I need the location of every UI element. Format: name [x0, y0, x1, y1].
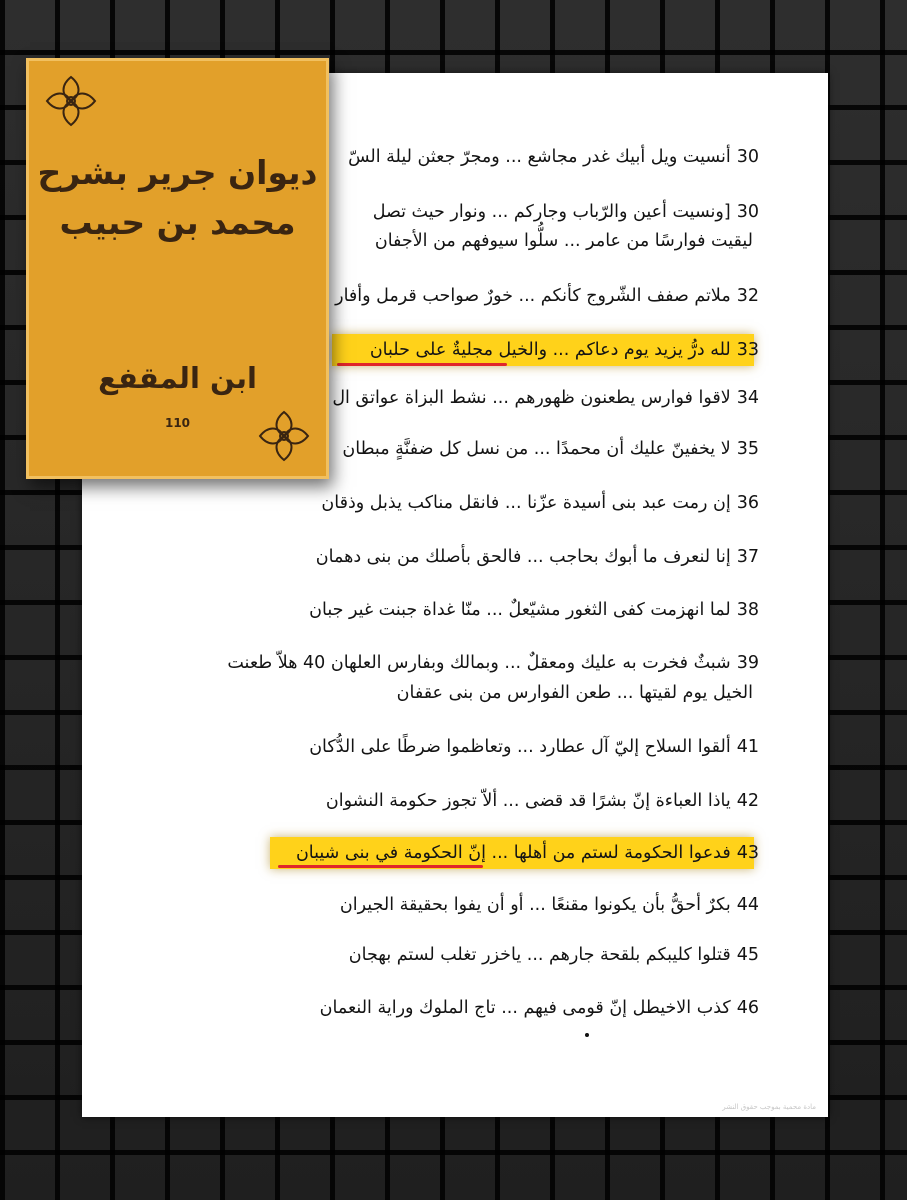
verse-number: 36: [736, 493, 759, 513]
book-cover: [26, 58, 329, 479]
verse-text: إنا لنعرف ما أبوك بحاجب ... فالحق بأصلك من بنى دهمان: [315, 547, 731, 567]
verse-line: [82, 596, 759, 624]
cover-author: ابن المقفع: [98, 361, 257, 395]
verse-text: بكرٌ أحقُّ بأن يكونوا مقنعًا ... أو أن يفوا بحقيقة الجيران: [339, 895, 731, 915]
verse-line: [82, 839, 759, 867]
verse-number: 39: [736, 653, 759, 673]
verse-line: [82, 787, 759, 815]
floral-ornament-icon: [252, 404, 316, 468]
verse-text: لا يخفينّ عليك أن محمدًا ... من نسل كل ضفنَّةٍ مبطان: [342, 439, 731, 459]
verse-number: 30: [736, 147, 759, 167]
verse-text: [ونسيت أعين والرّباب وجاركم ... ونوار حيث تصل: [372, 202, 731, 222]
red-underline: [278, 865, 483, 868]
verse-number: 45: [736, 945, 759, 965]
cover-title-line1: ديوان جرير بشرح: [37, 153, 318, 192]
verse-line: [82, 941, 759, 969]
verse-line: [82, 994, 759, 1022]
verse-number: 30: [736, 202, 759, 222]
verse-text: لاقوا فوارس يطعنون ظهورهم ... نشط البزاة عواتق ال: [332, 388, 731, 408]
end-dot: [585, 1033, 589, 1037]
verse-text: إن رمت عبد بنى أسيدة عزّنا ... فانقل مناكب يذبل وذقان: [321, 493, 731, 513]
verse-number: 46: [736, 998, 759, 1018]
verse-text: ألقوا السلاح إليّ آل عطارد ... وتعاظموا ضرطًا على الدُّكان: [309, 737, 731, 757]
verse-number: 41: [736, 737, 759, 757]
verse-line: [82, 733, 759, 761]
floral-ornament-icon: [39, 69, 103, 133]
verse-text: كذب الاخيطل إنّ قومى فيهم ... تاج الملوك وراية النعمان: [319, 998, 731, 1018]
cover-title-line2: محمد بن حبيب: [59, 203, 296, 242]
verse-text: فدعوا الحكومة لستم من أهلها ... إنّ الحكومة في بنى شيبان: [295, 843, 731, 863]
verse-text: شبثٌ فخرت به عليك ومعقلٌ ... وبمالك وبفارس العلهان 40 هلاّ طعنت: [227, 653, 731, 673]
verse-line: [82, 543, 759, 571]
watermark: مادة محمية بموجب حقوق النشر: [722, 1103, 816, 1111]
verse-line: [82, 489, 759, 517]
red-underline: [337, 363, 507, 366]
cover-number: 110: [164, 416, 191, 430]
verse-text: ملاتم صفف الشّروج كأنكم ... خورٌ صواحب قرمل وأفار: [335, 286, 731, 306]
verse-number: 34: [736, 388, 759, 408]
verse-text: قتلوا كليبكم بلقحة جارهم ... ياخزر تغلب لستم بهجان: [348, 945, 731, 965]
verse-number: 38: [736, 600, 759, 620]
verse-text: ياذا العباءة إنّ بشرًا قد قضى ... ألاّ تجوز حكومة النشوان: [325, 791, 731, 811]
verse-number: 37: [736, 547, 759, 567]
verse-text: لله درُّ يزيد يوم دعاكم ... والخيل مجليةٌ على حلبان: [369, 340, 731, 360]
verse-number: 42: [736, 791, 759, 811]
verse-line: [82, 649, 759, 677]
verse-line: [82, 891, 759, 919]
verse-number: 33: [736, 340, 759, 360]
verse-text: ليقيت فوارسًا من عامر ... سلُّوا سيوفهم من الأجفان: [374, 231, 753, 251]
verse-number: 32: [736, 286, 759, 306]
verse-number: 43: [736, 843, 759, 863]
verse-text: لما انهزمت كفى الثغور مشيّعلٌ ... منّا غداة جبنت غير جبان: [309, 600, 731, 620]
verse-number: 35: [736, 439, 759, 459]
verse-number: 44: [736, 895, 759, 915]
verse-text: الخيل يوم لقيتها ... طعن الفوارس من بنى عقفان: [396, 683, 753, 703]
verse-text: أنسيت ويل أبيك غدر مجاشع ... ومجرّ جعثن ليلة السّ: [348, 147, 731, 167]
verse-line: [82, 679, 759, 707]
